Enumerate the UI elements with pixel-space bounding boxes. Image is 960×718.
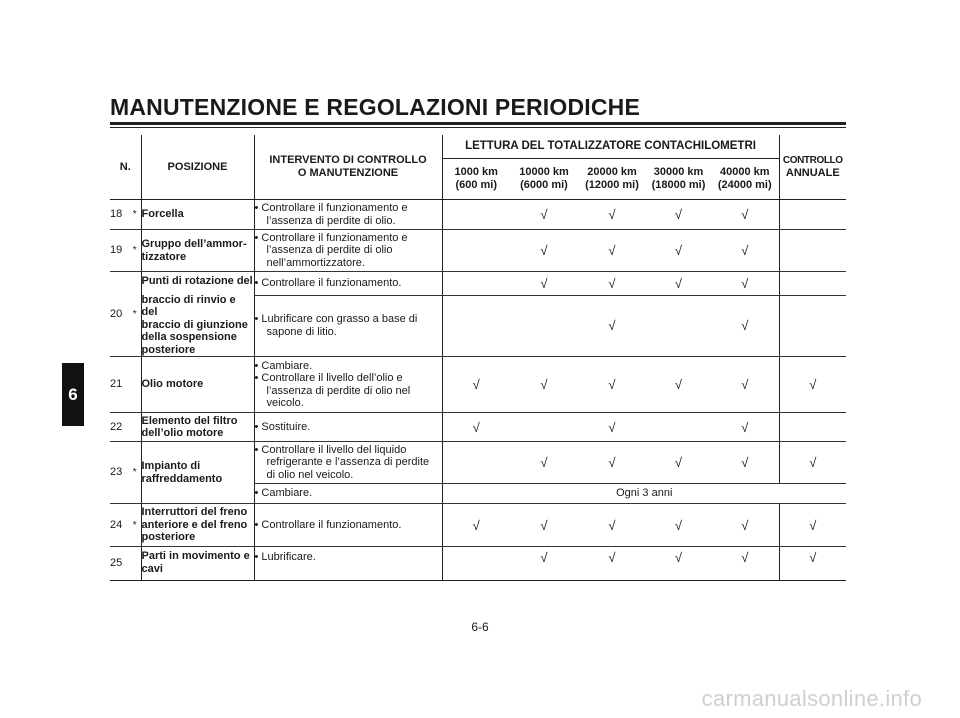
check-cell: √ [711,413,779,442]
action-line: l’assenza di perdite di olio nel [266,384,411,397]
check-cell [442,442,510,484]
action-line: veicolo. [266,397,304,409]
position-line: Punti di rotazione del [141,275,253,287]
check-cell: √ [711,200,779,230]
km-label: 40000 km [719,166,770,178]
check-cell: √ [711,547,779,581]
position-line: tizzatore [141,250,187,263]
table-row [110,200,846,230]
check-cell [646,413,711,442]
check-cell [442,547,510,581]
mi-label: (12000 mi) [585,179,639,191]
row-number: 21 [110,357,129,413]
position-line: braccio di rinvio e del [141,293,236,318]
row-star: * [129,230,141,272]
check-cell: √ [578,442,646,484]
action-line: • Controllare il livello del liquido [254,443,407,456]
row-action [254,230,442,272]
check-cell: √ [779,357,846,413]
check-cell: √ [510,442,578,484]
action-line: refrigerante e l’assenza di perdite [266,456,430,469]
check-cell [510,413,578,442]
header-km-40000 [711,159,779,200]
check-cell: √ [646,272,711,296]
action-line: • Sostituire. [254,420,311,433]
position-line: Parti in movimento e [141,550,250,562]
row-number: 24 [110,504,129,547]
mi-label: (24000 mi) [717,179,772,191]
action-line: sapone di litio. [266,325,337,338]
header-posizione: POSIZIONE [141,135,254,200]
row-position [141,413,254,442]
mi-label: (600 mi) [455,179,498,191]
page-number: 6-6 [471,620,489,634]
row-action [254,547,442,581]
check-cell [510,295,578,356]
check-cell [779,295,846,356]
header-km-30000 [646,159,711,200]
check-cell: √ [646,200,711,230]
row-number: 18 [110,200,129,230]
mi-label: (6000 mi) [520,179,568,191]
action-line: • Controllare il funzionamento. [254,277,402,290]
km-label: 30000 km [653,166,704,178]
check-cell: √ [646,357,711,413]
row-position [141,357,254,413]
table-row [110,547,846,581]
check-cell: √ [711,295,779,356]
chapter-tab: 6 [62,363,84,426]
check-cell: √ [711,504,779,547]
interval-note: Ogni 3 anni [442,484,846,504]
row-action [254,272,442,296]
check-cell [779,200,846,230]
check-cell: √ [578,357,646,413]
row-number: 23 [110,442,129,504]
action-line: • Lubrificare. [254,551,316,563]
mi-label: (18000 mi) [651,179,706,191]
action-line: • Controllare il funzionamento. [254,518,402,531]
row-action [254,413,442,442]
title-rule-thick [110,122,846,125]
header-intervento [254,135,442,200]
km-label: 20000 km [587,166,637,178]
km-label: 1000 km [454,166,498,178]
page-title: MANUTENZIONE E REGOLAZIONI PERIODICHE [110,94,641,120]
row-star: * [129,200,141,230]
position-line: cavi [141,562,163,575]
row-number: 22 [110,413,129,442]
check-cell [442,200,510,230]
check-cell: √ [442,504,510,547]
check-cell: √ [578,504,646,547]
action-line: • Controllare il livello dell’olio e [254,372,403,384]
check-cell: √ [646,230,711,272]
row-action [254,484,442,504]
header-km-20000 [578,159,646,200]
check-cell [779,272,846,296]
check-cell: √ [779,504,846,547]
row-number: 19 [110,230,129,272]
check-cell [779,230,846,272]
row-star [129,413,141,442]
position-line: dell’olio motore [141,427,224,439]
check-cell: √ [646,547,711,581]
row-number: 25 [110,547,129,581]
check-cell: √ [510,272,578,296]
check-cell: √ [711,272,779,296]
check-cell: √ [578,413,646,442]
km-label: 10000 km [519,166,569,178]
header-controllo-line2: ANNUALE [785,167,840,179]
check-cell [442,295,510,356]
title-rule-thin [110,127,846,128]
row-action [254,295,442,356]
row-star [129,357,141,413]
row-position [141,200,254,230]
table-row [110,272,846,296]
header-km-10000 [510,159,578,200]
position-line: Olio motore [141,378,204,391]
check-cell [779,413,846,442]
check-cell [646,295,711,356]
row-position [141,504,254,547]
check-cell: √ [578,200,646,230]
header-intervento-line2: O MANUTENZIONE [297,167,399,179]
check-cell [442,272,510,296]
check-cell: √ [578,295,646,356]
row-position [141,230,254,272]
position-line: posteriore [141,343,196,356]
position-line: Impianto di [141,460,201,472]
check-cell: √ [578,547,646,581]
check-cell: √ [711,442,779,484]
header-km-1000 [442,159,510,200]
check-cell: √ [646,442,711,484]
action-line: l’assenza di perdite di olio [266,244,393,257]
row-action [254,200,442,230]
action-line: l’assenza di perdite di olio. [266,214,396,227]
table-row [110,442,846,484]
check-cell: √ [578,230,646,272]
header-n: N. [110,135,141,200]
check-cell: √ [510,504,578,547]
table-row [110,413,846,442]
position-line: Elemento del filtro [141,414,238,427]
check-cell: √ [711,357,779,413]
check-cell: √ [510,200,578,230]
check-cell: √ [510,357,578,413]
header-controllo-annuale [779,135,846,200]
row-position [141,272,254,357]
action-line: • Controllare il funzionamento e [254,231,408,244]
header-intervento-line1: INTERVENTO DI CONTROLLO [269,154,427,166]
row-position [141,547,254,581]
check-cell: √ [442,413,510,442]
row-star: * [129,442,141,504]
position-line: Gruppo dell’ammor- [141,238,247,250]
action-line: • Controllare il funzionamento e [254,202,408,214]
table-row [110,504,846,547]
header-controllo-line1: CONTROLLO [782,155,843,166]
header-lettura: LETTURA DEL TOTALIZZATORE CONTACHILOMETRI [442,135,779,159]
maintenance-table [110,135,846,581]
check-cell: √ [510,547,578,581]
position-line: anteriore e del freno [141,518,248,531]
check-cell: √ [711,230,779,272]
check-cell: √ [510,230,578,272]
table-row [110,230,846,272]
row-action [254,442,442,484]
table-row [110,357,846,413]
action-line: • Cambiare. [254,359,313,372]
check-cell: √ [442,357,510,413]
row-star [129,547,141,581]
check-cell: √ [578,272,646,296]
action-line: di olio nel veicolo. [266,468,354,481]
row-action [254,357,442,413]
row-action [254,504,442,547]
action-line: • Cambiare. [254,487,313,500]
position-line: della sospensione [141,331,237,343]
check-cell: √ [779,442,846,484]
row-star: * [129,504,141,547]
position-line: posteriore [141,531,196,544]
position-line: raffreddamento [141,472,223,485]
check-cell: √ [779,547,846,581]
position-line: Interruttori del freno [141,506,248,519]
check-cell [442,230,510,272]
row-position [141,442,254,504]
row-star: * [129,272,141,357]
action-line: nell’ammortizzatore. [266,256,365,269]
position-line: braccio di giunzione [141,318,248,331]
position-line: Forcella [141,208,184,221]
check-cell: √ [646,504,711,547]
row-number: 20 [110,272,129,357]
watermark: carmanualsonline.info [701,686,922,711]
action-line: • Lubrificare con grasso a base di [254,313,418,326]
